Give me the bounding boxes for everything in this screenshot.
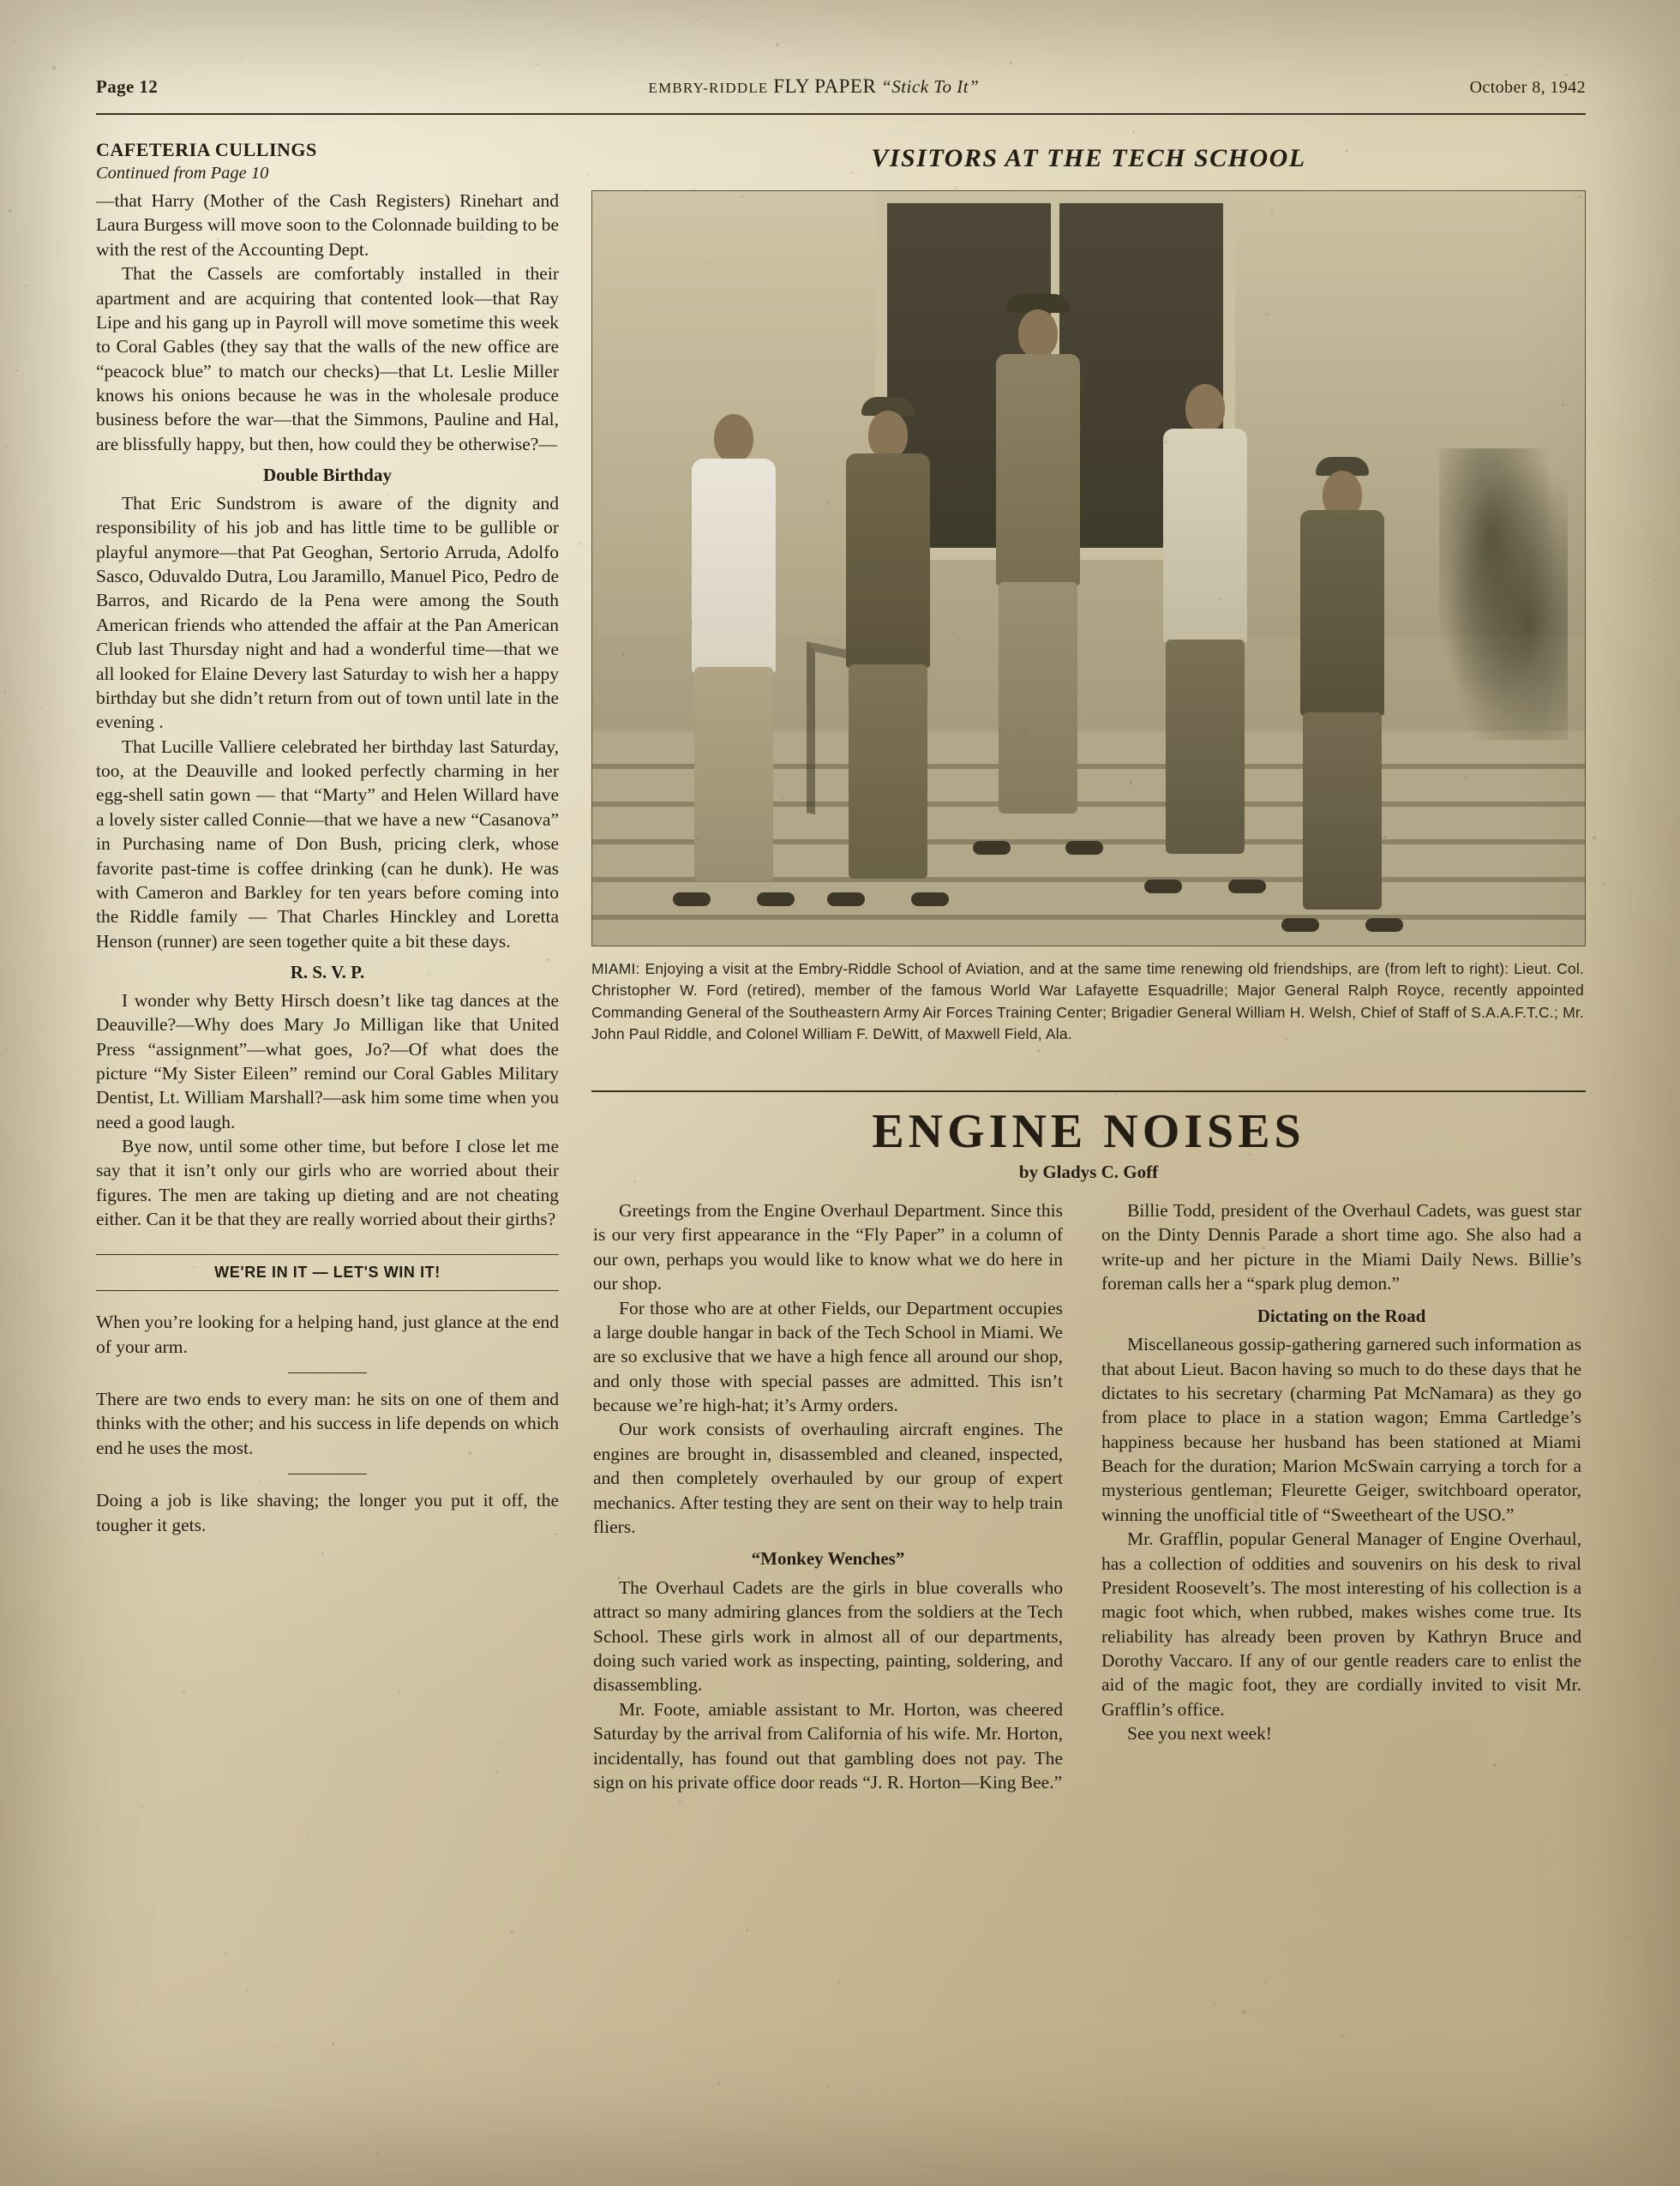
person-trousers — [1303, 712, 1382, 910]
photo-plant — [1439, 448, 1568, 740]
paper-speck — [649, 1980, 651, 1982]
paragraph: Bye now, until some other time, but before I close let me say that it isn’t only our girls who are worried about their figures. The men are taking up dieting and are not cheating either. Can it be that they are really worried about their girths? — [96, 1136, 559, 1230]
paper-speck — [3, 690, 7, 694]
paper-speck — [41, 1028, 44, 1030]
person-shoe — [757, 892, 795, 906]
paper-speck — [1593, 525, 1595, 526]
paper-speck — [1214, 2003, 1216, 2005]
paragraph: That the Cassels are comfortably installed in their apartment and are acquiring that contented look—that Ray Lipe and his gang up in Payroll will move sometime this week to Coral Gables (they say that the walls of the new office are “peacock blue” to match our checks)—that Lt. Leslie Miller knows his onions because he was in the wholesale produce business before the war—that the Simmons, Pauline and Hal, are blissfully happy, but then, how could they be otherwise?— — [96, 263, 559, 454]
paper-speck — [588, 174, 590, 176]
paragraph: Billie Todd, president of the Overhaul Cadets, was guest star on the Dinty Dennis Parade a short time ago. She also had a write-up and her picture in the Miami Daily News. Billie’s foreman calls her a “spark plug demon.” — [1101, 1200, 1581, 1294]
paper-speck — [1645, 2002, 1647, 2003]
paper-speck — [1110, 1074, 1113, 1077]
paper-speck — [1037, 1049, 1041, 1053]
filler-item: When you’re looking for a helping hand, just glance at the end of your arm. — [96, 1312, 559, 1357]
photo-person-3 — [969, 294, 1107, 843]
person-trousers — [1166, 640, 1245, 854]
paper-speck — [1393, 2117, 1395, 2119]
paper-speck — [1593, 836, 1596, 839]
paper-speck — [588, 429, 590, 430]
paragraph: Our work consists of overhauling aircraft engines. The engines are brought in, disassembled and cleaned, inspected, and then completely overhauled by our group of expert mechanics. After testing they are sent on their way to help train fliers. — [593, 1419, 1063, 1537]
paper-speck — [63, 179, 64, 181]
paper-speck — [5, 1840, 7, 1841]
column-cafeteria-cullings — [96, 137, 559, 1537]
person-head — [1185, 384, 1225, 432]
paper-speck — [571, 316, 572, 317]
paper-speck — [510, 1931, 513, 1934]
masthead-rule — [96, 113, 1586, 115]
masthead — [96, 75, 1586, 105]
person-shoe — [1065, 841, 1103, 855]
paper-speck — [1618, 514, 1620, 516]
person-shoe — [1365, 918, 1403, 932]
paper-speck — [1653, 579, 1656, 582]
person-shoe — [1144, 880, 1182, 893]
visitors-photograph — [591, 190, 1586, 946]
paper-speck — [477, 0, 478, 2]
person-shoe — [1228, 880, 1266, 893]
paper-speck — [678, 1800, 681, 1804]
paper-speck — [511, 64, 513, 66]
filler-item: Doing a job is like shaving; the longer you put it off, the tougher it gets. — [96, 1490, 559, 1535]
paper-speck — [84, 2053, 86, 2055]
paper-speck — [1493, 1763, 1497, 1767]
paper-speck — [127, 2126, 129, 2128]
divider — [288, 1372, 367, 1373]
paper-speck — [46, 132, 48, 134]
person-shoe — [827, 892, 865, 906]
person-shoe — [973, 841, 1011, 855]
person-trousers — [999, 582, 1077, 814]
paper-speck — [955, 186, 958, 189]
column-engine-noises-right — [1101, 1198, 1581, 1746]
paper-speck — [1654, 1662, 1657, 1665]
paper-speck — [398, 1624, 399, 1626]
paper-speck — [717, 2081, 721, 2085]
paper-speck — [423, 1708, 424, 1709]
photo-person-4 — [1141, 384, 1269, 881]
paper-speck — [375, 2153, 378, 2155]
visitors-headline: VISITORS AT THE TECH SCHOOL — [871, 144, 1306, 172]
paper-speck — [1624, 1937, 1626, 1938]
photo-caption: MIAMI: Enjoying a visit at the Embry-Riddle School of Aviation, and at the same time renewing old friendships, are (from left to right): Lieut. Col. Christopher W. Ford (retired), member of the famous World War Lafayette Esquadrille; Major General Ralph Royce, recently appointed Commanding General of the Southeastern Army Air Forces Training Center; Brigadier General William H. Welsh, Chief of Staff of S.A.A.F.T.C.; Mr. John Paul Riddle, and Colonel William F. DeWitt, of Maxwell Field, Ala. — [591, 960, 1584, 1043]
paper-speck — [1126, 2100, 1128, 2102]
paper-speck — [1114, 1093, 1117, 1096]
paper-speck — [1263, 1981, 1266, 1984]
paper-speck — [1224, 1860, 1225, 1861]
person-head — [1018, 309, 1058, 357]
paper-speck — [1614, 967, 1616, 969]
paper-speck — [838, 1981, 841, 1984]
paper-speck — [79, 1460, 82, 1463]
paragraph: Miscellaneous gossip-gathering garnered such information as that about Lieut. Bacon having so much to do these days that he dictates to his secretary (charming Pat McNamara) as they go from place to place in a station wagon; Emma Cartledge’s happiness because her husband has been stationed at Miami Beach for the duration; Marion McSwain carrying a torch for a mysterious gentleman; Fleurette Geiger, switchboard operator, winning the unofficial title of “Sweetheart of the USO.” — [1101, 1334, 1581, 1525]
paper-speck — [308, 1835, 310, 1838]
war-slogan-banner: WE'RE IN IT — LET'S WIN IT! — [96, 1254, 559, 1292]
paper-speck — [1395, 1843, 1398, 1846]
paragraph: That Eric Sundstrom is aware of the dignity and responsibility of his job and has little time to be gullible or playful anymore—that Pat Geoghan, Sertorio Arruda, Adolfo Sasco, Oduvaldo Dutra, Lou Jaramillo, Manuel Pico, Pedro de Barros, and Ricardo de la Pena were among the South American friends who attended the affair at the Pan American Club last Thursday night and had a wonderful time—that we all looked for Elaine Devery last Saturday to wish her a happy birthday but she didn’t return from out of town until late in the evening . — [96, 492, 559, 733]
subhead-double-birthday: Double Birthday — [263, 465, 392, 486]
paper-speck — [776, 43, 779, 46]
person-shirt — [1163, 429, 1247, 643]
subhead-dictating-on-the-road: Dictating on the Road — [1257, 1305, 1426, 1326]
paragraph: The Overhaul Cadets are the girls in blue coveralls who attract so many admiring glances from the soldiers at the Tech School. These girls work in almost all of our departments, doing such varied work as inspecting, painting, soldering, and disassembling. — [593, 1576, 1063, 1696]
paragraph: I wonder why Betty Hirsch doesn’t like tag dances at the Deauville?—Why does Mary Jo Milligan like that United Press “assignment”—what goes, Jo?—Of what does the picture “My Sister Eileen” remind our Coral Gables Military Dentist, Lt. William Marshall?—ask him some time when you need a good laugh. — [96, 989, 559, 1132]
paper-speck — [497, 1742, 500, 1745]
paper-speck — [1677, 31, 1679, 33]
paper-speck — [20, 1274, 21, 1276]
engine-noises-byline: by Gladys C. Goff — [1018, 1162, 1159, 1182]
paper-speck — [930, 1968, 932, 1970]
cafeteria-heading: CAFETERIA CULLINGS — [96, 139, 317, 160]
photo-image — [592, 191, 1585, 946]
paragraph: Greetings from the Engine Overhaul Department. Since this is our very first appearance in the “Fly Paper” in a column of our own, perhaps you would like to know what we do here in our shop. — [593, 1200, 1063, 1294]
paragraph: Mr. Foote, amiable assistant to Mr. Horton, was cheered Saturday by the arrival from California of his wife. Mr. Horton, incidentally, has found out that gambling does not pay. The sign on his private office door reads “J. R. Horton—King Bee.” — [593, 1698, 1063, 1793]
paper-speck — [1644, 1361, 1645, 1362]
person-shoe — [673, 892, 711, 906]
person-trousers — [694, 667, 773, 881]
paper-speck — [140, 1805, 143, 1809]
paper-speck — [1353, 1770, 1354, 1772]
paragraph: Mr. Grafflin, popular General Manager of Engine Overhaul, has a collection of oddities and souvenirs on his desk to rival President Roosevelt’s. The most interesting of his collection is a magic foot which, when rubbed, makes wishes come true. Its reliability has already been proven by Kathryn Bruce and Dorothy Vaccaro. If any of our gentle readers care to enlist the aid of the magic foot, they are cordially invited to visit Mr. Grafflin’s office. — [1101, 1528, 1581, 1720]
paper-speck — [399, 1691, 401, 1693]
paragraph: That Lucille Valliere celebrated her birthday last Saturday, too, at the Deauville and looked perfectly charming in her egg-shell satin gown — that “Marty” and Helen Willard have a lovely sister called Connie—that we have a new “Casanova” in Purchasing name of Don Bush, pricing clerk, whose favorite past-time is coffee drinking (can he dunk). He was with Cameron and Barkley for ten years before coming into the Riddle family — That Charles Hinckley and Loretta Henson (runner) are seen together quite a bit these days. — [96, 736, 559, 952]
paper-speck — [183, 1691, 185, 1693]
paper-speck — [1341, 2034, 1345, 2038]
paper-speck — [1656, 974, 1658, 976]
page-number: Page 12 — [96, 76, 159, 97]
paper-speck — [579, 542, 582, 545]
subhead-rsvp: R. S. V. P. — [290, 962, 365, 983]
paper-speck — [826, 2086, 829, 2088]
paper-speck — [441, 1924, 444, 1926]
paragraph: —that Harry (Mother of the Cash Registers) Rinehart and Laura Burgess will move soon to the Colonnade building to be with the rest of the Accounting Dept. — [96, 190, 559, 260]
paper-speck — [537, 63, 540, 66]
paper-speck — [578, 1268, 579, 1269]
paper-speck — [1520, 2111, 1522, 2113]
paper-speck — [225, 1952, 227, 1955]
paper-speck — [52, 66, 56, 69]
paper-speck — [78, 1676, 80, 1678]
paper-speck — [304, 1723, 305, 1724]
person-trousers — [849, 664, 927, 879]
paper-speck — [496, 1770, 499, 1773]
publication-slogan: “Stick To It” — [881, 76, 980, 97]
paper-speck — [1663, 1389, 1665, 1391]
paper-speck — [345, 15, 347, 17]
paper-speck — [1480, 181, 1481, 182]
paper-speck — [1333, 1959, 1334, 1960]
paper-speck — [1242, 2010, 1245, 2013]
person-jacket — [692, 459, 776, 673]
publication-title — [648, 75, 979, 98]
paper-speck — [1132, 131, 1135, 134]
closing-line: See you next week! — [1127, 1723, 1272, 1745]
paper-speck — [9, 209, 12, 213]
paper-speck — [1288, 1877, 1290, 1878]
paper-speck — [31, 567, 33, 568]
person-uniform-jacket — [1300, 510, 1384, 716]
person-uniform-jacket — [996, 354, 1080, 586]
column-engine-noises-left — [593, 1198, 1063, 1794]
person-head — [714, 414, 753, 462]
publication-name: FLY PAPER — [773, 75, 877, 97]
issue-date: October 8, 1942 — [1469, 78, 1586, 97]
paper-speck — [239, 57, 242, 60]
photo-person-2 — [824, 397, 952, 894]
paper-speck — [5, 445, 8, 447]
paper-speck — [332, 2042, 335, 2045]
paper-speck — [1603, 882, 1606, 886]
paper-speck — [855, 2159, 857, 2161]
paper-speck — [5, 1048, 8, 1051]
paper-speck — [15, 369, 17, 371]
cafeteria-continued: Continued from Page 10 — [96, 164, 269, 183]
paper-speck — [1587, 779, 1589, 781]
subhead-monkey-wenches: “Monkey Wenches” — [751, 1548, 905, 1570]
paper-speck — [1419, 1767, 1420, 1768]
paper-speck — [1041, 1190, 1042, 1192]
paper-speck — [409, 2057, 411, 2060]
person-shoe — [911, 892, 949, 906]
paper-speck — [321, 1552, 324, 1555]
person-uniform-jacket — [846, 453, 930, 668]
photo-person-1 — [669, 414, 798, 894]
paper-speck — [746, 1929, 748, 1931]
person-head — [868, 411, 908, 459]
publication-prefix: EMBRY-RIDDLE — [648, 80, 769, 96]
filler-item: There are two ends to every man: he sits on one of them and thinks with the other; and his success in life depends on which end he uses the most. — [96, 1389, 559, 1458]
paper-speck — [40, 707, 43, 710]
engine-noises-headline: ENGINE NOISES — [872, 1105, 1305, 1158]
paper-speck — [666, 1838, 669, 1841]
paper-speck — [21, 1631, 22, 1632]
paper-speck — [572, 1522, 573, 1523]
paper-speck — [303, 1845, 305, 1847]
paper-speck — [246, 1989, 249, 1991]
paper-speck — [25, 284, 27, 286]
engine-section-rule — [591, 1090, 1586, 1092]
photo-person-5 — [1278, 457, 1407, 920]
paper-speck — [923, 37, 925, 39]
paper-speck — [87, 611, 89, 613]
paper-speck — [13, 39, 15, 42]
paper-speck — [1607, 15, 1609, 17]
paper-speck — [1010, 61, 1012, 63]
paragraph: For those who are at other Fields, our Department occupies a large double hangar in back of the Tech School in Miami. We are so exclusive that we have a high fence all around our shop, and only those with special passes are admitted. This isn’t because we’re high-hat; it’s Army orders. — [593, 1297, 1063, 1415]
person-shoe — [1281, 918, 1319, 932]
paper-speck — [697, 19, 699, 21]
